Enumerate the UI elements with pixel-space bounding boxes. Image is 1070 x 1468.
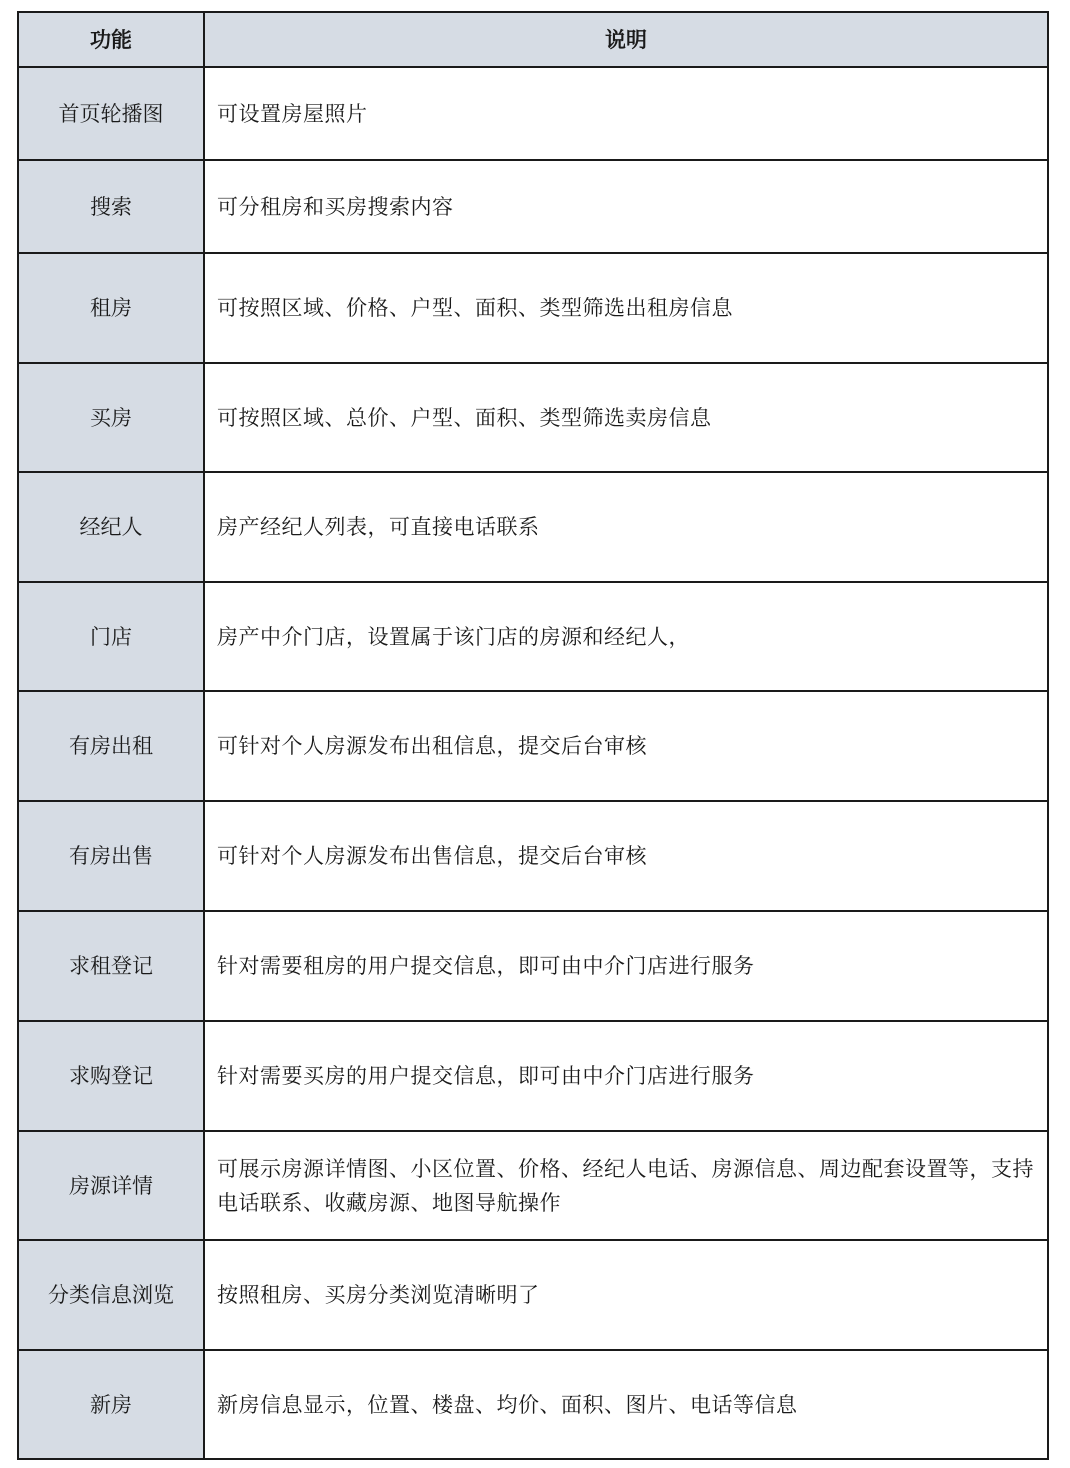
- table-row: [18, 691, 1048, 801]
- feature-cell: 经纪人: [18, 472, 204, 582]
- feature-table: [17, 11, 1049, 1460]
- table-row: [18, 363, 1048, 472]
- feature-cell: 求购登记: [18, 1021, 204, 1131]
- feature-cell: 租房: [18, 253, 204, 363]
- feature-cell: 有房出租: [18, 691, 204, 801]
- feature-cell: 有房出售: [18, 801, 204, 911]
- description-cell: 可设置房屋照片: [204, 67, 1048, 160]
- feature-cell: 首页轮播图: [18, 67, 204, 160]
- description-cell: 可针对个人房源发布出租信息，提交后台审核: [204, 691, 1048, 801]
- feature-cell: 买房: [18, 363, 204, 472]
- description-cell: 可分租房和买房搜索内容: [204, 160, 1048, 253]
- table-body: [18, 67, 1048, 1459]
- description-cell: 可按照区域、价格、户型、面积、类型筛选出租房信息: [204, 253, 1048, 363]
- table-header-row: [18, 12, 1048, 67]
- table-row: [18, 1240, 1048, 1350]
- table-row: [18, 1350, 1048, 1459]
- description-cell: 新房信息显示，位置、楼盘、均价、面积、图片、电话等信息: [204, 1350, 1048, 1459]
- feature-cell: 门店: [18, 582, 204, 691]
- feature-cell: 分类信息浏览: [18, 1240, 204, 1350]
- table-row: [18, 67, 1048, 160]
- description-cell: 房产中介门店，设置属于该门店的房源和经纪人，: [204, 582, 1048, 691]
- table-row: [18, 801, 1048, 911]
- header-feature: 功能: [18, 12, 204, 67]
- table-row: [18, 253, 1048, 363]
- description-cell: 可针对个人房源发布出售信息，提交后台审核: [204, 801, 1048, 911]
- table-row: [18, 160, 1048, 253]
- description-cell: 房产经纪人列表，可直接电话联系: [204, 472, 1048, 582]
- table-row: [18, 911, 1048, 1021]
- table-row: [18, 472, 1048, 582]
- description-cell: 可展示房源详情图、小区位置、价格、经纪人电话、房源信息、周边配套设置等，支持电话联系、收藏房源、地图导航操作: [204, 1131, 1048, 1240]
- description-cell: 针对需要买房的用户提交信息，即可由中介门店进行服务: [204, 1021, 1048, 1131]
- table-row: [18, 582, 1048, 691]
- header-description: 说明: [204, 12, 1048, 67]
- description-cell: 可按照区域、总价、户型、面积、类型筛选卖房信息: [204, 363, 1048, 472]
- table-row: [18, 1021, 1048, 1131]
- description-cell: 按照租房、买房分类浏览清晰明了: [204, 1240, 1048, 1350]
- table-row: [18, 1131, 1048, 1240]
- feature-cell: 新房: [18, 1350, 204, 1459]
- feature-cell: 求租登记: [18, 911, 204, 1021]
- description-cell: 针对需要租房的用户提交信息，即可由中介门店进行服务: [204, 911, 1048, 1021]
- feature-cell: 房源详情: [18, 1131, 204, 1240]
- feature-cell: 搜索: [18, 160, 204, 253]
